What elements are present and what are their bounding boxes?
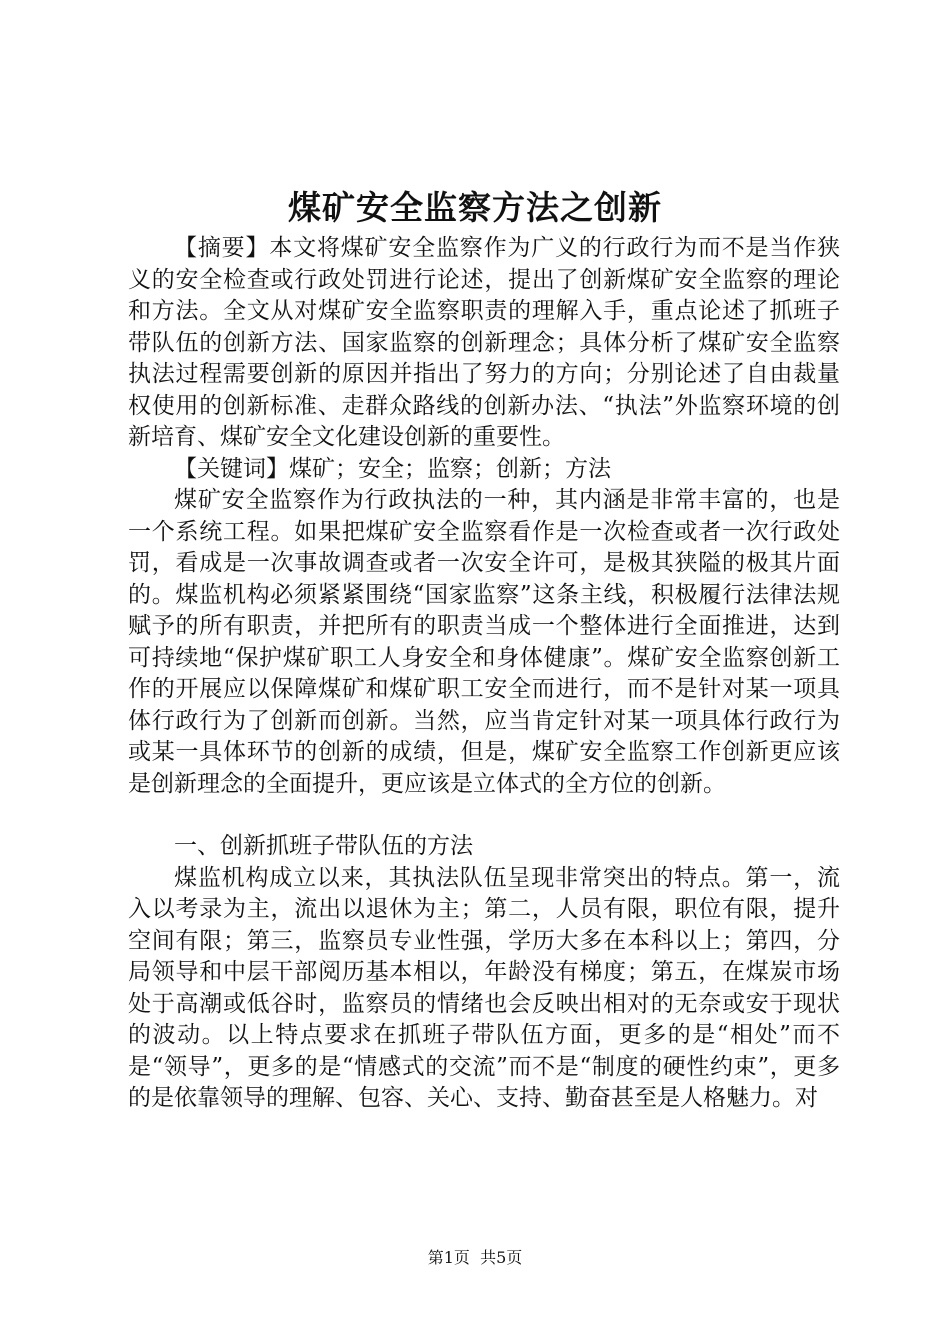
page-number: 第1页	[427, 1248, 470, 1267]
document-title: 煤矿安全监察方法之创新	[288, 188, 662, 227]
intro-paragraph: 煤矿安全监察作为行政执法的一种，其内涵是非常丰富的，也是一个系统工程。如果把煤矿安全监察看作是一次检查或者一次行政处罚，看成是一次事故调查或者一次安全许可，是极其狭隘的极其片面的。煤监机构必须紧紧围绕“国家监察”这条主线，积极履行法律法规赋予的所有职责，并把所有的职责当成一个整体进行全面推进，达到可持续地“保护煤矿职工人身安全和身体健康”。煤矿安全监察创新工作的开展应以保障煤矿和煤矿职工安全而进行，而不是针对某一项具体行政行为了创新而创新。当然，应当肯定针对某一项具体行政行为或某一具体环节的创新的成绩，但是，煤矿安全监察工作创新更应该是创新理念的全面提升，更应该是立体式的全方位的创新。	[128, 487, 840, 797]
page-footer	[0, 1247, 950, 1269]
keywords-paragraph: 【关键词】煤矿；安全；监察；创新；方法	[174, 455, 611, 482]
abstract-paragraph: 【摘要】本文将煤矿安全监察作为广义的行政行为而不是当作狭义的安全检查或行政处罚进行论述，提出了创新煤矿安全监察的理论和方法。全文从对煤矿安全监察职责的理解入手，重点论述了抓班子带队伍的创新方法、国家监察的创新理念；具体分析了煤矿安全监察执法过程需要创新的原因并指出了努力的方向；分别论述了自由裁量权使用的创新标准、走群众路线的创新办法、“执法”外监察环境的创新培育、煤矿安全文化建设创新的重要性。	[128, 235, 840, 450]
document-body	[128, 233, 840, 1115]
section-1-paragraph: 煤监机构成立以来，其执法队伍呈现非常突出的特点。第一，流入以考录为主，流出以退休为主；第二，人员有限，职位有限，提升空间有限；第三，监察员专业性强，学历大多在本科以上；第四，分局领导和中层干部阅历基本相以，年龄没有梯度；第五，在煤炭市场处于高潮或低谷时，监察员的情绪也会反映出相对的无奈或安于现状的波动。以上特点要求在抓班子带队伍方面，更多的是“相处”而不是“领导”，更多的是“情感式的交流”而不是“制度的硬性约束”，更多的是依靠领导的理解、包容、关心、支持、勤奋甚至是人格魅力。对	[128, 864, 840, 1111]
section-heading-1: 一、创新抓班子带队伍的方法	[174, 833, 473, 859]
page-total: 共5页	[480, 1248, 523, 1267]
